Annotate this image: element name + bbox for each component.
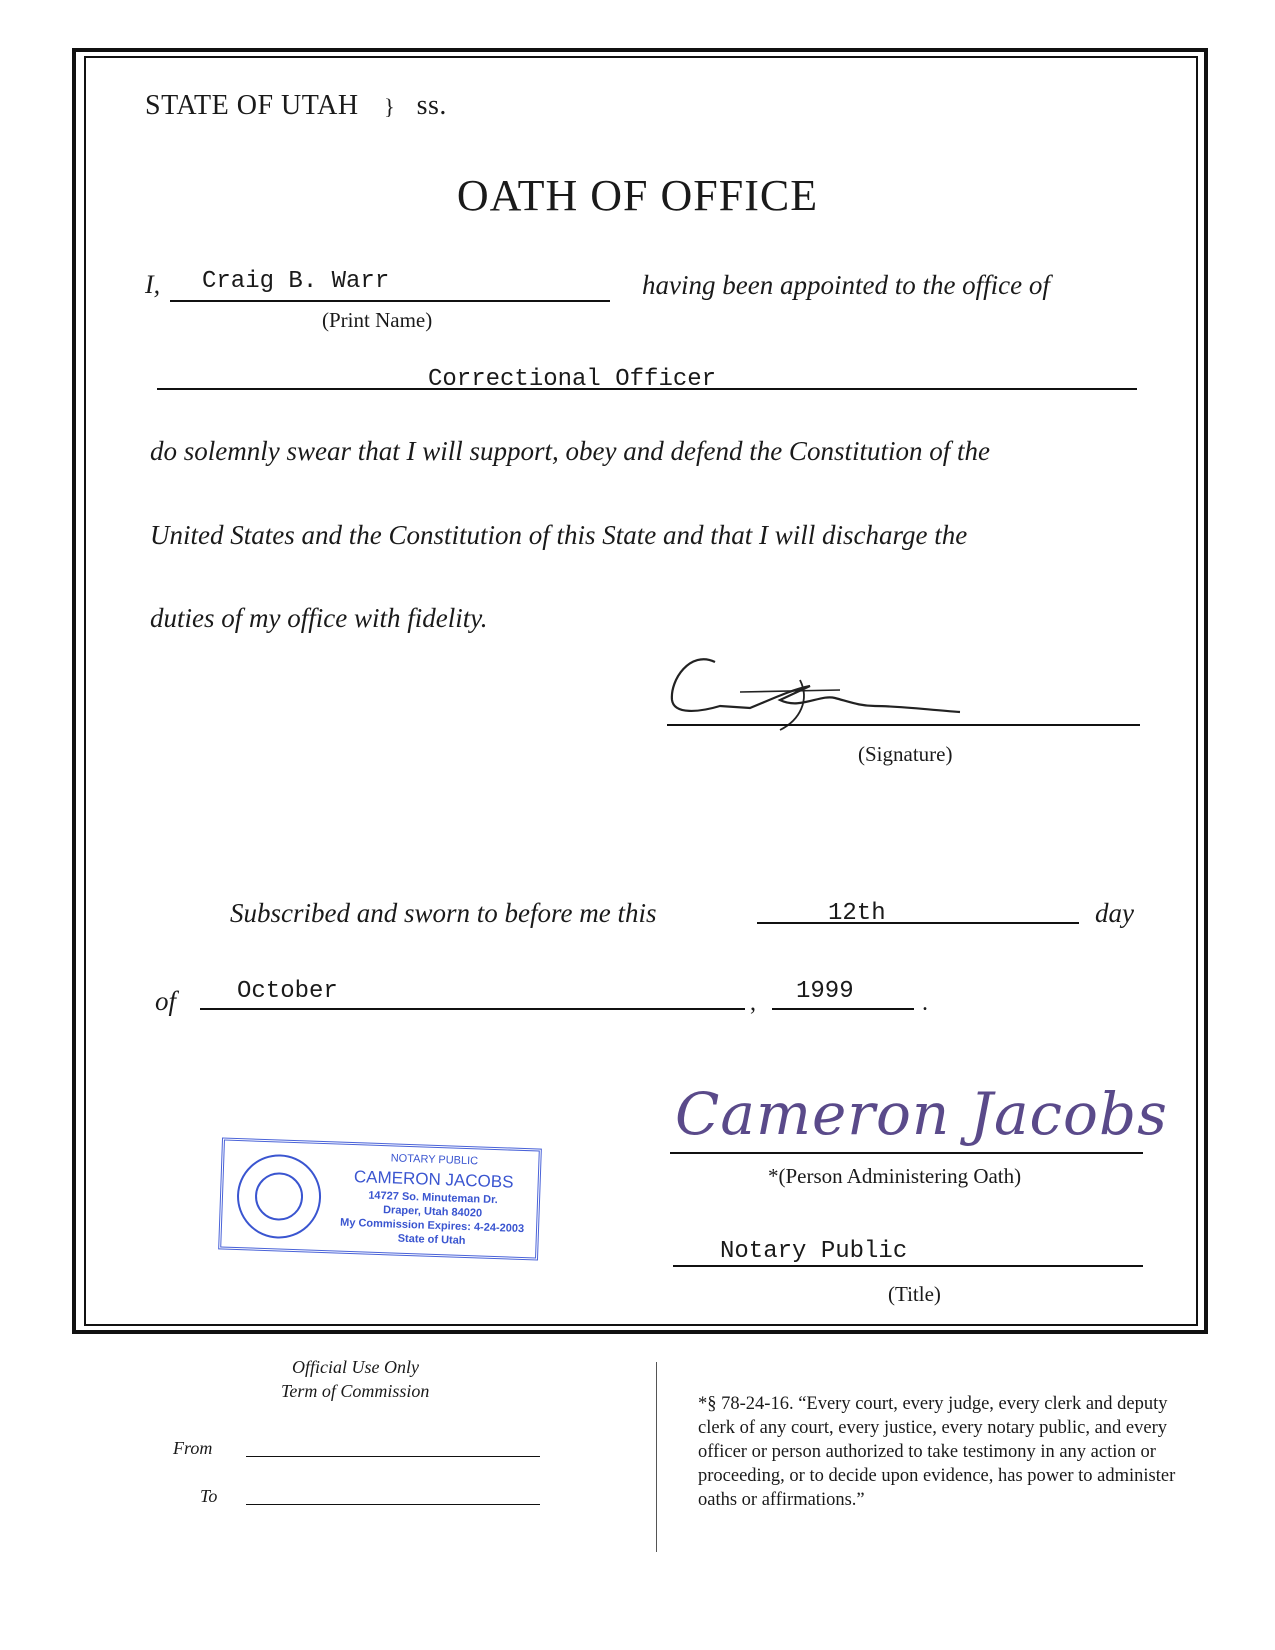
from-line <box>246 1456 540 1457</box>
stamp-line-1: NOTARY PUBLIC <box>390 1152 479 1168</box>
oath-line-1: do solemnly swear that I will support, obey and defend the Constitution of the <box>150 436 990 466</box>
from-label: From <box>173 1438 213 1458</box>
year-line <box>772 1008 914 1010</box>
day-line <box>757 922 1079 924</box>
signature-label: (Signature) <box>858 742 953 766</box>
title-value: Notary Public <box>720 1238 908 1265</box>
state-heading <box>145 90 447 122</box>
stamp-line-3: 14727 So. Minuteman Dr. <box>368 1189 499 1207</box>
period: . <box>922 990 928 1016</box>
month-value: October <box>237 978 338 1005</box>
year-value: 1999 <box>796 978 854 1005</box>
title-label: (Title) <box>888 1282 941 1306</box>
ss-label: ss. <box>416 90 447 121</box>
administrator-signature: Cameron Jacobs <box>675 1080 1168 1148</box>
stamp-line-5: My Commission Expires: 4-24-2003 <box>339 1216 525 1236</box>
day-value: 12th <box>828 900 886 927</box>
statute-note: *§ 78-24-16. “Every court, every judge, every clerk and deputy clerk of any court, every justice, every notary public, and every officer or person authorized to take testimony in any action or proceeding, or to decide upon evidence, has power to administer oaths or affirmations.” <box>698 1394 1176 1510</box>
to-line <box>246 1504 540 1505</box>
of-label: of <box>155 986 177 1016</box>
office-value: Correctional Officer <box>428 366 717 393</box>
administrator-line <box>670 1152 1143 1154</box>
official-use-heading: Official Use Only <box>292 1357 419 1377</box>
comma: , <box>750 990 756 1016</box>
name-line <box>170 300 610 302</box>
print-name-label: (Print Name) <box>322 308 433 332</box>
month-line <box>200 1008 745 1010</box>
i-label: I, <box>145 270 161 299</box>
oath-line-2: United States and the Constitution of this State and that I will discharge the <box>150 520 968 550</box>
subscribed-text: Subscribed and sworn to before me this <box>230 898 657 928</box>
administrator-label: *(Person Administering Oath) <box>768 1164 1022 1188</box>
document-title: OATH OF OFFICE <box>456 171 819 220</box>
notary-stamp <box>218 1137 542 1260</box>
section-divider <box>656 1362 657 1552</box>
stamp-line-2: CAMERON JACOBS <box>353 1167 514 1192</box>
term-heading: Term of Commission <box>281 1381 430 1401</box>
oath-line-3: duties of my office with fidelity. <box>150 603 488 633</box>
signature-line <box>667 724 1140 726</box>
brace: } <box>384 94 396 119</box>
appointed-text: having been appointed to the office of <box>642 270 1050 300</box>
day-label: day <box>1095 898 1134 928</box>
stamp-line-4: Draper, Utah 84020 <box>382 1204 483 1220</box>
title-line <box>673 1265 1143 1267</box>
to-label: To <box>200 1486 218 1506</box>
stamp-line-6: State of Utah <box>397 1232 466 1248</box>
name-value: Craig B. Warr <box>202 268 390 295</box>
state-name: STATE OF UTAH <box>145 90 359 121</box>
state-seal-icon <box>236 1153 323 1240</box>
